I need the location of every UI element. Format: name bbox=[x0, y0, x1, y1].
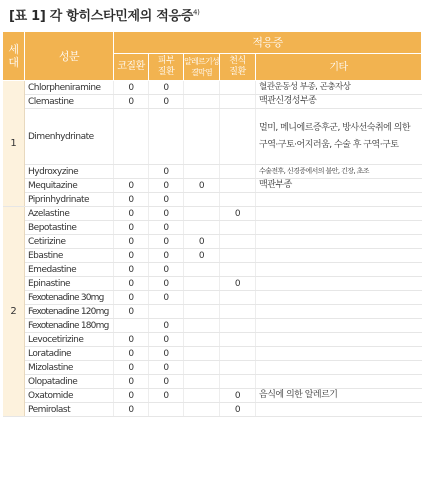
asthma-cell bbox=[220, 95, 256, 109]
skin-cell: 0 bbox=[149, 249, 184, 263]
nose-cell: 0 bbox=[114, 277, 149, 291]
header-indications: 적응증 bbox=[114, 32, 422, 54]
table-row bbox=[3, 207, 422, 221]
skin-cell: 0 bbox=[149, 291, 184, 305]
conj-cell bbox=[184, 319, 220, 333]
skin-cell: 0 bbox=[149, 165, 184, 179]
conj-cell bbox=[184, 207, 220, 221]
table-row bbox=[3, 375, 422, 389]
conj-cell bbox=[184, 263, 220, 277]
ingredient-cell: Epinastine bbox=[25, 277, 114, 291]
header-asthma-l2: 질환 bbox=[229, 67, 246, 77]
other-cell bbox=[256, 347, 422, 361]
other-cell: 맥관신경성부종 bbox=[256, 95, 422, 109]
asthma-cell: 0 bbox=[220, 389, 256, 403]
table-row bbox=[3, 81, 422, 95]
asthma-cell: 0 bbox=[220, 207, 256, 221]
ingredient-cell: Bepotastine bbox=[25, 221, 114, 235]
skin-cell: 0 bbox=[149, 95, 184, 109]
header-nose bbox=[114, 54, 149, 81]
conj-cell bbox=[184, 347, 220, 361]
table-row bbox=[3, 389, 422, 403]
ingredient-cell: Loratadine bbox=[25, 347, 114, 361]
asthma-cell bbox=[220, 193, 256, 207]
table-row bbox=[3, 277, 422, 291]
ingredient-cell: Chlorpheniramine bbox=[25, 81, 114, 95]
other-cell: 멀미, 메니에르증후군, 방사선숙취에 의한 구역·구토·어지러움, 수술 후 구역·구토 bbox=[256, 109, 422, 165]
skin-cell: 0 bbox=[149, 319, 184, 333]
nose-cell: 0 bbox=[114, 375, 149, 389]
table-title bbox=[9, 5, 200, 24]
table-row bbox=[3, 305, 422, 319]
conj-cell bbox=[184, 403, 220, 417]
table-row bbox=[3, 221, 422, 235]
skin-cell bbox=[149, 403, 184, 417]
nose-cell bbox=[114, 109, 149, 165]
conj-cell bbox=[184, 81, 220, 95]
ingredient-cell: Emedastine bbox=[25, 263, 114, 277]
header-generation: 세대 bbox=[3, 32, 25, 81]
table-row bbox=[3, 193, 422, 207]
other-cell bbox=[256, 193, 422, 207]
ingredient-cell: Azelastine bbox=[25, 207, 114, 221]
skin-cell: 0 bbox=[149, 263, 184, 277]
other-cell: 수술전후, 신경증에서의 불안, 긴장, 초조 bbox=[256, 165, 422, 179]
table-row bbox=[3, 319, 422, 333]
skin-cell: 0 bbox=[149, 361, 184, 375]
ingredient-cell: Mizolastine bbox=[25, 361, 114, 375]
skin-cell: 0 bbox=[149, 221, 184, 235]
asthma-cell bbox=[220, 221, 256, 235]
nose-cell: 0 bbox=[114, 305, 149, 319]
nose-cell bbox=[114, 165, 149, 179]
asthma-cell bbox=[220, 81, 256, 95]
skin-cell: 0 bbox=[149, 235, 184, 249]
generation-cell: 1 bbox=[3, 81, 25, 207]
table-body bbox=[3, 81, 422, 417]
conj-cell bbox=[184, 305, 220, 319]
nose-cell: 0 bbox=[114, 235, 149, 249]
conj-cell bbox=[184, 165, 220, 179]
ingredient-cell: Fexotenadine 120mg bbox=[25, 305, 114, 319]
nose-cell: 0 bbox=[114, 389, 149, 403]
header-skin bbox=[149, 54, 184, 81]
nose-cell: 0 bbox=[114, 347, 149, 361]
header-ingredient: 성분 bbox=[25, 32, 114, 81]
table-row bbox=[3, 179, 422, 193]
skin-cell: 0 bbox=[149, 207, 184, 221]
table-row bbox=[3, 291, 422, 305]
skin-cell: 0 bbox=[149, 389, 184, 403]
ingredient-cell: Pemirolast bbox=[25, 403, 114, 417]
conj-cell bbox=[184, 95, 220, 109]
nose-cell: 0 bbox=[114, 249, 149, 263]
asthma-cell bbox=[220, 291, 256, 305]
nose-cell: 0 bbox=[114, 333, 149, 347]
asthma-cell bbox=[220, 235, 256, 249]
conj-cell: 0 bbox=[184, 179, 220, 193]
ingredient-cell: Fexotenadine 180mg bbox=[25, 319, 114, 333]
conj-cell bbox=[184, 291, 220, 305]
nose-cell: 0 bbox=[114, 95, 149, 109]
nose-cell: 0 bbox=[114, 221, 149, 235]
asthma-cell: 0 bbox=[220, 403, 256, 417]
conj-cell bbox=[184, 375, 220, 389]
other-cell bbox=[256, 221, 422, 235]
skin-cell bbox=[149, 305, 184, 319]
ingredient-cell: Mequitazine bbox=[25, 179, 114, 193]
asthma-cell bbox=[220, 319, 256, 333]
header-skin-l1: 피부 bbox=[157, 56, 175, 66]
header-conjunctivitis bbox=[184, 54, 220, 81]
asthma-cell bbox=[220, 263, 256, 277]
nose-cell: 0 bbox=[114, 81, 149, 95]
conj-cell bbox=[184, 193, 220, 207]
asthma-cell bbox=[220, 347, 256, 361]
other-cell bbox=[256, 305, 422, 319]
conj-cell bbox=[184, 389, 220, 403]
skin-cell: 0 bbox=[149, 375, 184, 389]
header-asthma-l1: 천식 bbox=[229, 56, 246, 66]
other-cell bbox=[256, 263, 422, 277]
conj-cell bbox=[184, 333, 220, 347]
header-other: 기타 bbox=[256, 54, 422, 81]
header-asthma bbox=[220, 54, 256, 81]
nose-cell: 0 bbox=[114, 263, 149, 277]
asthma-cell bbox=[220, 249, 256, 263]
skin-cell: 0 bbox=[149, 347, 184, 361]
generation-cell: 2 bbox=[3, 207, 25, 417]
nose-cell: 0 bbox=[114, 361, 149, 375]
other-cell bbox=[256, 333, 422, 347]
asthma-cell bbox=[220, 165, 256, 179]
other-cell bbox=[256, 361, 422, 375]
asthma-cell bbox=[220, 333, 256, 347]
asthma-cell bbox=[220, 375, 256, 389]
other-cell bbox=[256, 291, 422, 305]
skin-cell: 0 bbox=[149, 193, 184, 207]
skin-cell bbox=[149, 109, 184, 165]
header-conj-l1: 알레르기성 bbox=[184, 57, 219, 66]
table-row bbox=[3, 95, 422, 109]
table-row bbox=[3, 347, 422, 361]
table-row bbox=[3, 109, 422, 165]
table-row bbox=[3, 403, 422, 417]
table-row bbox=[3, 263, 422, 277]
conj-cell bbox=[184, 361, 220, 375]
conj-cell bbox=[184, 109, 220, 165]
other-cell bbox=[256, 319, 422, 333]
other-cell bbox=[256, 249, 422, 263]
conj-cell: 0 bbox=[184, 249, 220, 263]
asthma-cell bbox=[220, 305, 256, 319]
asthma-cell: 0 bbox=[220, 277, 256, 291]
table-row bbox=[3, 165, 422, 179]
other-cell: 혈관운동성 부종, 곤충자상 bbox=[256, 81, 422, 95]
other-cell bbox=[256, 277, 422, 291]
nose-cell: 0 bbox=[114, 207, 149, 221]
ingredient-cell: Fexotenadine 30mg bbox=[25, 291, 114, 305]
ingredient-cell: Olopatadine bbox=[25, 375, 114, 389]
ingredient-cell: Piprinhydrinate bbox=[25, 193, 114, 207]
ingredient-cell: Clemastine bbox=[25, 95, 114, 109]
table-row bbox=[3, 361, 422, 375]
conj-cell bbox=[184, 277, 220, 291]
asthma-cell bbox=[220, 361, 256, 375]
ingredient-cell: Dimenhydrinate bbox=[25, 109, 114, 165]
nose-cell: 0 bbox=[114, 179, 149, 193]
table-row bbox=[3, 249, 422, 263]
other-cell bbox=[256, 375, 422, 389]
table-row bbox=[3, 333, 422, 347]
other-cell bbox=[256, 235, 422, 249]
other-cell bbox=[256, 403, 422, 417]
table-title-text: [표 1] 각 항히스타민제의 적응증 bbox=[9, 9, 194, 24]
other-cell bbox=[256, 207, 422, 221]
header-conj-l2: 결막염 bbox=[191, 68, 212, 77]
header-skin-l2: 질환 bbox=[157, 67, 175, 77]
asthma-cell bbox=[220, 179, 256, 193]
ingredient-cell: Cetirizine bbox=[25, 235, 114, 249]
ingredient-cell: Levocetirizine bbox=[25, 333, 114, 347]
nose-cell bbox=[114, 319, 149, 333]
ingredient-cell: Hydroxyzine bbox=[25, 165, 114, 179]
nose-cell: 0 bbox=[114, 193, 149, 207]
asthma-cell bbox=[220, 109, 256, 165]
skin-cell: 0 bbox=[149, 277, 184, 291]
other-cell: 음식에 의한 알레르기 bbox=[256, 389, 422, 403]
footnote-ref: 4) bbox=[193, 8, 200, 17]
header-nose-label: 코질환 bbox=[117, 61, 145, 72]
nose-cell: 0 bbox=[114, 291, 149, 305]
indications-table bbox=[2, 31, 422, 417]
table-row bbox=[3, 235, 422, 249]
skin-cell: 0 bbox=[149, 81, 184, 95]
other-cell: 맥관부종 bbox=[256, 179, 422, 193]
skin-cell: 0 bbox=[149, 179, 184, 193]
nose-cell: 0 bbox=[114, 403, 149, 417]
skin-cell: 0 bbox=[149, 333, 184, 347]
conj-cell bbox=[184, 221, 220, 235]
ingredient-cell: Ebastine bbox=[25, 249, 114, 263]
conj-cell: 0 bbox=[184, 235, 220, 249]
ingredient-cell: Oxatomide bbox=[25, 389, 114, 403]
